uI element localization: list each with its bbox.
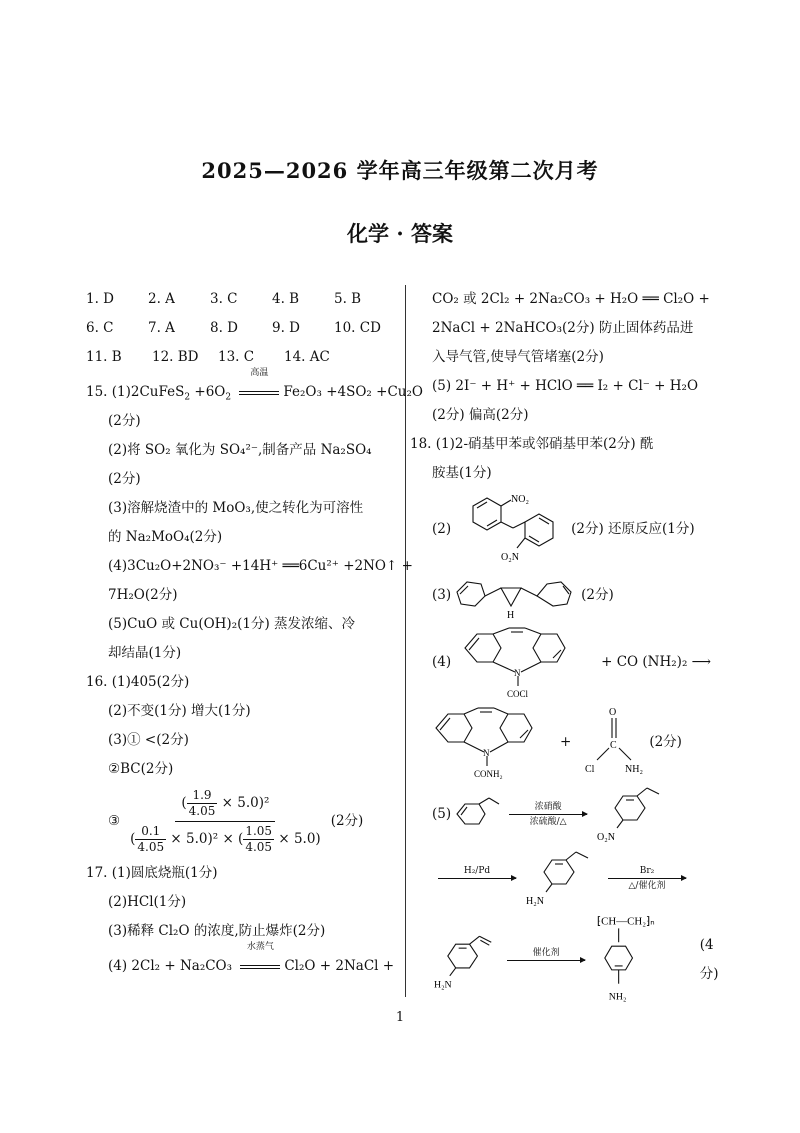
reagent-arrow: H₂/Pd: [438, 865, 516, 892]
mc-answer: 6. C: [86, 320, 114, 336]
mc-answer: 13. C: [218, 349, 255, 365]
mc-answer: 7. A: [148, 320, 175, 336]
right-column: [410, 285, 732, 1012]
q15-line-1: 15. (1)2CuFeS$_2$ $+6O_2$ 高温 Fe₂O₃ +4SO₂ +Cu₂O: [86, 378, 396, 407]
q16-line: (3)① <(2分): [108, 732, 189, 748]
q18-5-row-3: H₂N 催化剂 ⁅CH—CH₂⁆ₙ NH₂ (4分): [432, 912, 732, 1008]
mc-answer: 10. CD: [334, 320, 381, 336]
svg-text:N: N: [483, 748, 490, 758]
q15-line: (2分): [108, 471, 141, 487]
q18-line: 胺基(1分): [432, 465, 492, 481]
svg-text:H: H: [507, 610, 515, 620]
q18-4-row: (4) N COCl + CO (NH₂)₂ ⟶: [432, 624, 732, 700]
q15-line: (2分): [108, 413, 141, 429]
svg-text:⁅CH—CH₂⁆ₙ: ⁅CH—CH₂⁆ₙ: [597, 915, 655, 928]
q18-5-row-1: (5) 浓硝酸 浓硫酸/△ O₂N: [432, 784, 732, 844]
q15-line: (5)CuO 或 Cu(OH)₂(1分) 蒸发浓缩、冷: [108, 616, 356, 632]
q15-line: (3)溶解烧渣中的 MoO₃,使之转化为可溶性: [108, 500, 364, 516]
aminostyrene-structure: [432, 928, 501, 992]
q17-line-4: (4) 2Cl₂ + Na₂CO₃ 水蒸气 Cl₂O + 2NaCl +: [86, 952, 396, 981]
page-subtitle: 化学 · 答案: [347, 221, 453, 246]
svg-text:Cl: Cl: [585, 764, 595, 775]
q15-line: 的 Na₂MoO₄(2分): [108, 529, 223, 545]
q16-line: (2)不变(1分) 增大(1分): [108, 703, 251, 719]
mc-answer: 14. AC: [284, 349, 330, 365]
q15-line: (4)3Cu₂O+2NO₃⁻ +14H⁺ ══6Cu²⁺ +2NO↑ +: [108, 558, 413, 574]
ethylbenzene-structure: [451, 796, 503, 832]
q17-line: (3)稀释 Cl₂O 的浓度,防止爆炸(2分): [108, 923, 326, 939]
q16-line: ②BC(2分): [108, 761, 174, 777]
q17-line: (2)HCl(1分): [108, 894, 187, 910]
svg-text:NH₂: NH₂: [608, 991, 627, 1003]
svg-text:H₂N: H₂N: [526, 896, 544, 907]
q18-line: 18. (1)2-硝基甲苯或邻硝基甲苯(2分) 酰: [410, 436, 654, 452]
mc-answer: 1. D: [86, 291, 114, 307]
mc-answer: 2. A: [148, 291, 175, 307]
svg-text:N: N: [514, 668, 521, 678]
svg-text:O₂N: O₂N: [501, 552, 520, 563]
svg-text:CONH₂: CONH₂: [474, 769, 503, 779]
mc-answer: 4. B: [272, 291, 300, 307]
nitroethylbenzene-structure: [593, 784, 673, 844]
q18-5-row-2: [432, 848, 732, 908]
mc-answer: 12. BD: [152, 349, 199, 365]
left-column: [86, 285, 423, 981]
aminoethylbenzene-structure: [522, 848, 602, 908]
reagent-arrow: 浓硝酸 浓硫酸/△: [509, 801, 587, 828]
mc-answer: 9. D: [272, 320, 300, 336]
q16-line: 16. (1)405(2分): [86, 674, 190, 690]
svg-text:COCl: COCl: [507, 689, 529, 699]
equilibrium-expression: ③ ( $\frac{1.9}{4.05}$ × 5.0)² ( $\frac{0.1}{4.05}$ × 5.0)² × ( $\frac{1.05}{4.05}$ × 5.0) (2分): [108, 788, 364, 854]
q15-line: 却结晶(1分): [108, 645, 182, 661]
mc-answer: 11. B: [86, 349, 122, 365]
q17-cont-line: 2NaCl + 2NaHCO₃(2分) 防止固体药品进: [432, 320, 694, 336]
dibenzazepine-carbonyl-chloride-structure: [451, 624, 601, 700]
page-title: 2025—2026 学年高三年级第二次月考: [201, 158, 599, 183]
q15-line: 7H₂O(2分): [108, 587, 178, 603]
svg-text:NH₂: NH₂: [625, 764, 644, 775]
page-number: 1: [395, 1010, 405, 1025]
q18-4-product-row: N CONH₂ + O C Cl NH₂ (2分): [432, 704, 732, 780]
mc-answer: 8. D: [210, 320, 238, 336]
svg-text:H₂N: H₂N: [433, 979, 452, 991]
mc-answer: 3. C: [210, 291, 238, 307]
svg-text:NO₂: NO₂: [511, 494, 530, 505]
q17-cont-line: 入导气管,使导气管堵塞(2分): [432, 349, 604, 365]
svg-text:O: O: [609, 707, 617, 718]
svg-text:O₂N: O₂N: [597, 832, 616, 843]
reaction-condition: 水蒸气: [236, 952, 284, 981]
aziridine-structure: [451, 570, 581, 620]
q17-cont-line: (2分) 偏高(2分): [432, 407, 529, 423]
reagent-arrow: 催化剂: [507, 947, 585, 974]
q18-3-row: (3) H (2分): [432, 570, 732, 620]
reaction-condition: 高温: [235, 378, 283, 407]
mc-answer: 5. B: [334, 291, 362, 307]
carbamazepine-structure: [432, 704, 552, 780]
mc-row-1: [86, 285, 396, 314]
mc-row-2: [86, 314, 396, 343]
q17-cont-line: CO₂ 或 2Cl₂ + 2Na₂CO₃ + H₂O ══ Cl₂O +: [432, 291, 710, 307]
q17-line: 17. (1)圆底烧瓶(1分): [86, 865, 218, 881]
q18-2-row: (2) NO₂ O₂N (2分) 还原反应(1分): [432, 492, 732, 566]
dinitro-bibenzyl-structure: [451, 492, 571, 566]
svg-text:C: C: [610, 740, 617, 751]
reagent-arrow: Br₂ △/催化剂: [608, 865, 686, 892]
q15-line: (2)将 SO₂ 氧化为 SO₄²⁻,制备产品 Na₂SO₄: [108, 442, 372, 458]
q17-cont-line: (5) 2I⁻ + H⁺ + HClO ══ I₂ + Cl⁻ + H₂O: [432, 378, 699, 394]
polyaminostyrene-structure: [591, 912, 700, 1008]
carbamoyl-chloride-structure: [579, 704, 649, 780]
